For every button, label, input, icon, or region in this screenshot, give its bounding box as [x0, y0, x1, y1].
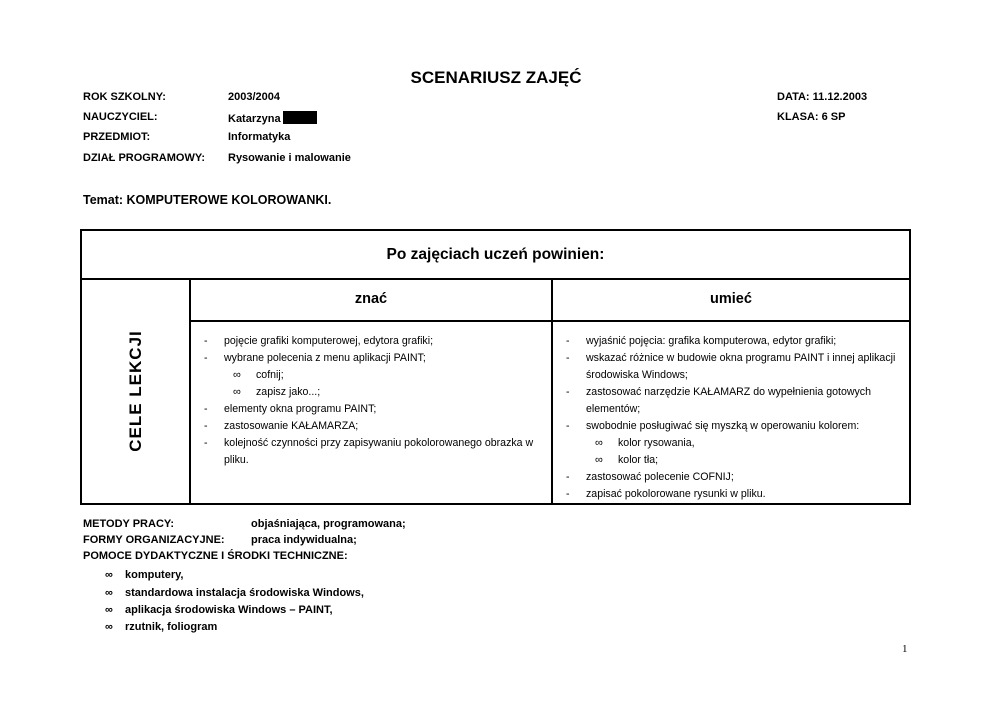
column-header-umiec: umieć	[553, 278, 909, 322]
infinity-bullet-icon: ∞	[105, 569, 113, 581]
date-label: DATA: 11.12.2003	[777, 91, 868, 103]
umiec-list	[566, 333, 901, 503]
list-item: ∞ standardowa instalacja środowiska Windows,	[105, 587, 364, 599]
goals-heading: Po zajęciach uczeń powinien:	[82, 231, 909, 280]
column-header-znac: znać	[191, 278, 553, 322]
przedmiot-label: PRZEDMIOT:	[83, 131, 151, 143]
infinity-bullet-icon: ∞	[105, 604, 113, 616]
list-item: - swobodnie posługiwać się myszką w operowaniu kolorem:	[566, 420, 860, 432]
list-item: - zastosować narzędzie KAŁAMARZ do wypełnienia gotowych elementów;	[566, 386, 871, 415]
metody-value: objaśniająca, programowana;	[251, 518, 406, 530]
list-item: ∞ komputery,	[105, 569, 184, 581]
dzial-value: Rysowanie i malowanie	[228, 152, 351, 164]
lesson-topic: Temat: KOMPUTEROWE KOLOROWANKI.	[83, 193, 332, 207]
nauczyciel-value	[228, 111, 317, 125]
list-subitem: ∞ kolor rysowania,	[566, 435, 901, 452]
infinity-bullet-icon: ∞	[233, 386, 241, 398]
formy-value: praca indywidualna;	[251, 534, 357, 546]
znac-list	[204, 333, 539, 469]
page-number: 1	[902, 643, 908, 655]
list-item: - kolejność czynności przy zapisywaniu pokolorowanego obrazka w pliku.	[204, 437, 534, 466]
list-item: - wskazać różnice w budowie okna programu PAINT i innej aplikacji środowiska Windows;	[566, 352, 896, 381]
redaction-box	[283, 111, 317, 124]
list-item: ∞ rzutnik, foliogram	[105, 621, 218, 633]
side-column	[82, 278, 191, 503]
list-item: - wybrane polecenia z menu aplikacji PAINT;	[204, 352, 426, 364]
list-subitem: ∞ cofnij;	[204, 367, 539, 384]
goals-table	[80, 229, 911, 505]
list-subitem: ∞ kolor tła;	[566, 452, 901, 469]
list-item: ∞ aplikacja środowiska Windows – PAINT,	[105, 604, 333, 616]
przedmiot-value: Informatyka	[228, 131, 291, 143]
list-item: - zastosowanie KAŁAMARZA;	[204, 420, 359, 432]
document-title: SCENARIUSZ ZAJĘĆ	[410, 68, 582, 87]
nauczyciel-label: NAUCZYCIEL:	[83, 111, 158, 123]
formy-label: FORMY ORGANIZACYJNE:	[83, 534, 225, 546]
side-label: CELE LEKCJI	[125, 329, 145, 452]
infinity-bullet-icon: ∞	[105, 621, 113, 633]
infinity-bullet-icon: ∞	[595, 454, 603, 466]
rok-label: ROK SZKOLNY:	[83, 91, 166, 103]
pomoce-label: POMOCE DYDAKTYCZNE I ŚRODKI TECHNICZNE:	[83, 550, 348, 562]
list-subitem: ∞ zapisz jako...;	[204, 384, 539, 401]
list-item: - elementy okna programu PAINT;	[204, 403, 377, 415]
infinity-bullet-icon: ∞	[233, 369, 241, 381]
list-item: - zastosować polecenie COFNIJ;	[566, 471, 734, 483]
dzial-label: DZIAŁ PROGRAMOWY:	[83, 152, 206, 164]
infinity-bullet-icon: ∞	[595, 437, 603, 449]
list-item: - wyjaśnić pojęcia: grafika komputerowa, edytor grafiki;	[566, 335, 837, 347]
list-item: - zapisać pokolorowane rysunki w pliku.	[566, 488, 766, 500]
class-label: KLASA: 6 SP	[777, 111, 846, 123]
metody-label: METODY PRACY:	[83, 518, 175, 530]
infinity-bullet-icon: ∞	[105, 587, 113, 599]
column-divider	[551, 320, 553, 503]
list-item: - pojęcie grafiki komputerowej, edytora grafiki;	[204, 335, 434, 347]
teacher-name: Katarzyna	[228, 113, 281, 125]
rok-value: 2003/2004	[228, 91, 280, 103]
